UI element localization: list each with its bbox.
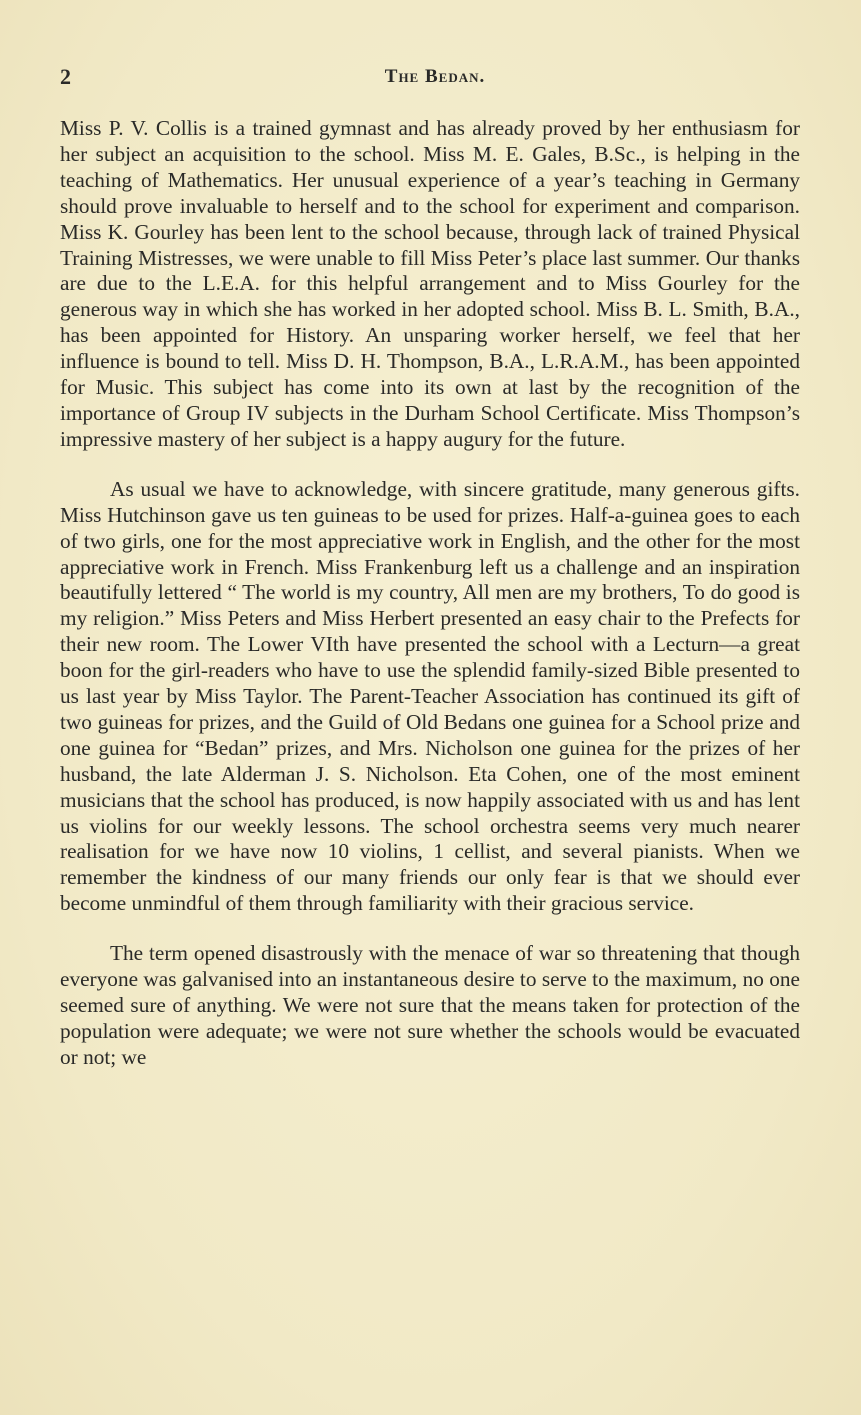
paragraph-gifts: As usual we have to acknowledge, with sincere gratitude, many generous gifts. Miss Hutchinson gave us ten guineas to be used for prizes. Half-a-guinea goes to each of two girls, one for the most appreciative work in English, and the other for the most appreciative work in French. Miss Frankenburg left us a challenge and an inspiration beautifully lettered “ The world is my country, All men are my brothers, To do good is my religion.” Miss Peters and Miss Herbert presented an easy chair to the Prefects for their new room. The Lower VIth have presented the school with a Lecturn—a great boon for the girl-readers who have to use the splendid family-sized Bible presented to us last year by Miss Taylor. The Parent-Teacher Association has continued its gift of two guineas for prizes, and the Guild of Old Bedans one guinea for a School prize and one guinea for “Bedan” prizes, and Mrs. Nicholson one guinea for the prizes of her husband, the late Alderman J. S. Nicholson. Eta Cohen, one of the most eminent musicians that the school has produced, is now happily associated with us and has lent us violins for our weekly lessons. The school orchestra seems very much nearer realisation for we have now 10 violins, 1 cellist, and several pianists. When we remember the kindness of our many friends our only fear is that we should ever become unmindful of them through familiarity with their gracious service. (60, 476, 800, 916)
paragraph-new-staff: Miss P. V. Collis is a trained gymnast and has already proved by her enthusiasm for her subject an acquisition to the school. Miss M. E. Gales, B.Sc., is helping in the teaching of Mathematics. Her unusual experience of a year’s teaching in Germany should prove invaluable to herself and to the school for experiment and comparison. Miss K. Gourley has been lent to the school because, through lack of trained Physical Training Mistresses, we were unable to fill Miss Peter’s place last summer. Our thanks are due to the L.E.A. for this helpful arrangement and to Miss Gourley for the generous way in which she has worked in her adopted school. Miss B. L. Smith, B.A., has been appointed for History. An unsparing worker herself, we feel that her influence is bound to tell. Miss D. H. Thompson, B.A., L.R.A.M., has been appointed for Music. This subject has come into its own at last by the recognition of the importance of Group IV subjects in the Durham School Certificate. Miss Thompson’s impressive mastery of her subject is a happy augury for the future. (60, 116, 800, 451)
running-title: The Bedan. (384, 66, 486, 87)
page-number: 2 (60, 64, 71, 89)
page-header (60, 62, 800, 92)
page-body (60, 116, 800, 1071)
paragraph-war-term: The term opened disastrously with the menace of war so threatening that though everyone was galvanised into an instantaneous desire to serve to the maximum, no one seemed sure of anything. We were not sure that the means taken for protection of the population were adequate; we were not sure whether the schools would be evacuated or not; we (60, 941, 800, 1069)
